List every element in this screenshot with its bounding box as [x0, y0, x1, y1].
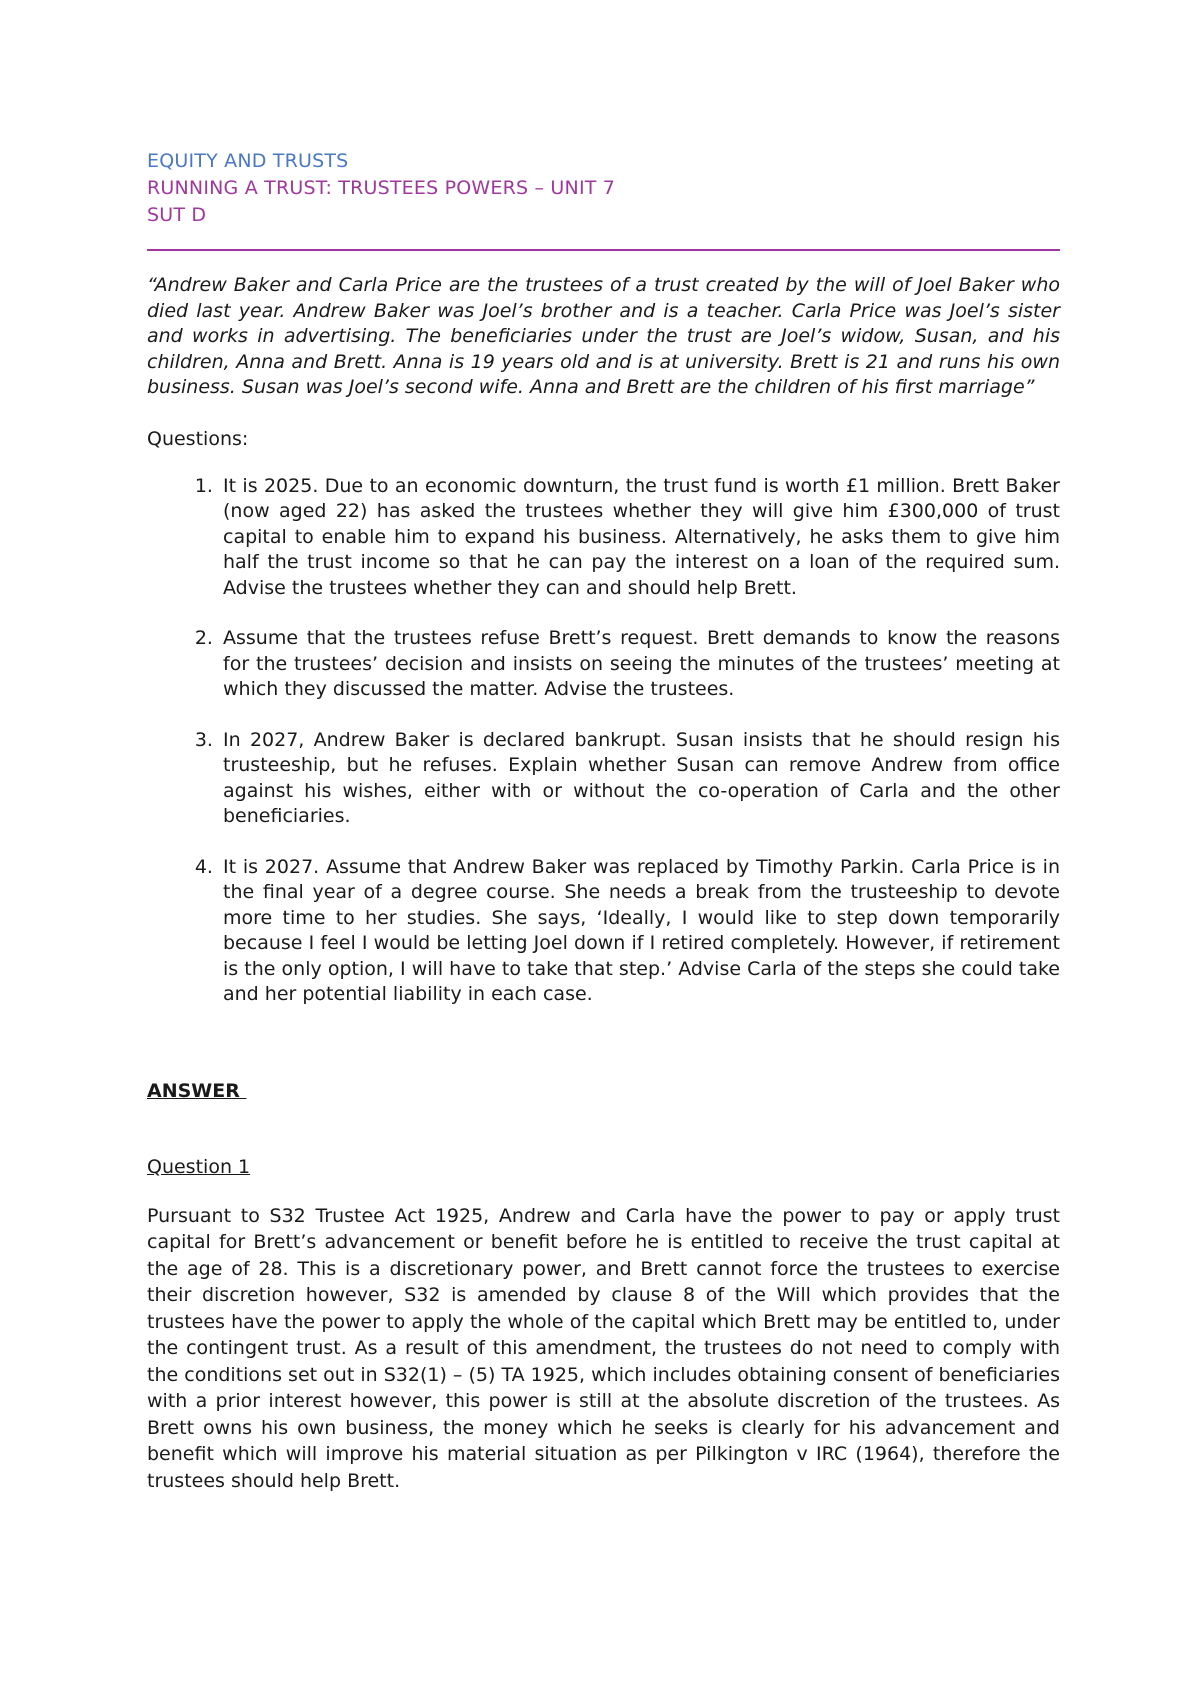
course-title: EQUITY AND TRUSTS — [147, 150, 349, 172]
questions-label: Questions: — [147, 427, 249, 450]
header-divider — [147, 249, 1060, 251]
question1-answer: Pursuant to S32 Trustee Act 1925, Andrew and Carla have the power to pay or apply trust capital for Brett’s advancement or benefit before he is entitled to receive the trust capital at the age of 28. This is a discretionary power, and Brett cannot force the trustees to exercise their discretion however, S32 is amended by clause 8 of the Will which provides that the trustees have the power to apply the whole of the capital which Brett may be entitled to, under the contingent trust. As a result of this amendment, the trustees do not need to comply with the conditions set out in S32(1) – (5) TA 1925, which includes obtaining consent of beneficiaries with a prior interest however, this power is still at the absolute discretion of the trustees. As Brett owns his own business, the money which he seeks is clearly for his advancement and benefit which will improve his material situation as per Pilkington v IRC (1964), therefore the trustees should help Brett. — [147, 1204, 1060, 1492]
answer-heading: ANSWER — [147, 1079, 247, 1102]
questions-list — [147, 474, 1060, 1008]
question-item-4: 4. It is 2027. Assume that Andrew Baker was replaced by Timothy Parkin. Carla Price is in the final year of a degree course. She needs a break from the trusteeship to devote more time to her studies. She says, ‘Ideally, I would like to step down temporarily because I feel I would be letting Joel down if I retired completely. However, if retirement is the only option, I will have to take that step.’ Advise Carla of the steps she could take and her potential liability in each case. — [219, 855, 1060, 1008]
question1-heading: Question 1 — [147, 1155, 251, 1178]
question-item-2: 2. Assume that the trustees refuse Brett’s request. Brett demands to know the reasons for the trustees’ decision and insists on seeing the minutes of the trustees’ meeting at which they discussed the matter. Advise the trustees. — [219, 626, 1060, 703]
question-item-1: 1. It is 2025. Due to an economic downturn, the trust fund is worth £1 million. Brett Baker (now aged 22) has asked the trustees whether they will give him £300,000 of trust capital to enable him to expand his business. Alternatively, he asks them to give him half the trust income so that he can pay the interest on a loan of the required sum. Advise the trustees whether they can and should help Brett. — [219, 474, 1060, 602]
scenario-text: “Andrew Baker and Carla Price are the trustees of a trust created by the will of Joel Baker who died last year. Andrew Baker was Joel’s brother and is a teacher. Carla Price was Joel’s sister and works in advertising. The beneficiaries under the trust are Joel’s widow, Susan, and his children, Anna and Brett. Anna is 19 years old and is at university. Brett is 21 and runs his own business. Susan was Joel’s second wife. Anna and Brett are the children of his first marriage” — [147, 274, 1060, 398]
document-page — [147, 148, 1060, 1494]
unit-title: RUNNING A TRUST: TRUSTEES POWERS – UNIT 7 — [147, 177, 616, 199]
sut-label: SUT D — [147, 204, 207, 226]
question-item-3: 3. In 2027, Andrew Baker is declared bankrupt. Susan insists that he should resign his trusteeship, but he refuses. Explain whether Susan can remove Andrew from office against his wishes, either with or without the co-operation of Carla and the other beneficiaries. — [219, 728, 1060, 830]
